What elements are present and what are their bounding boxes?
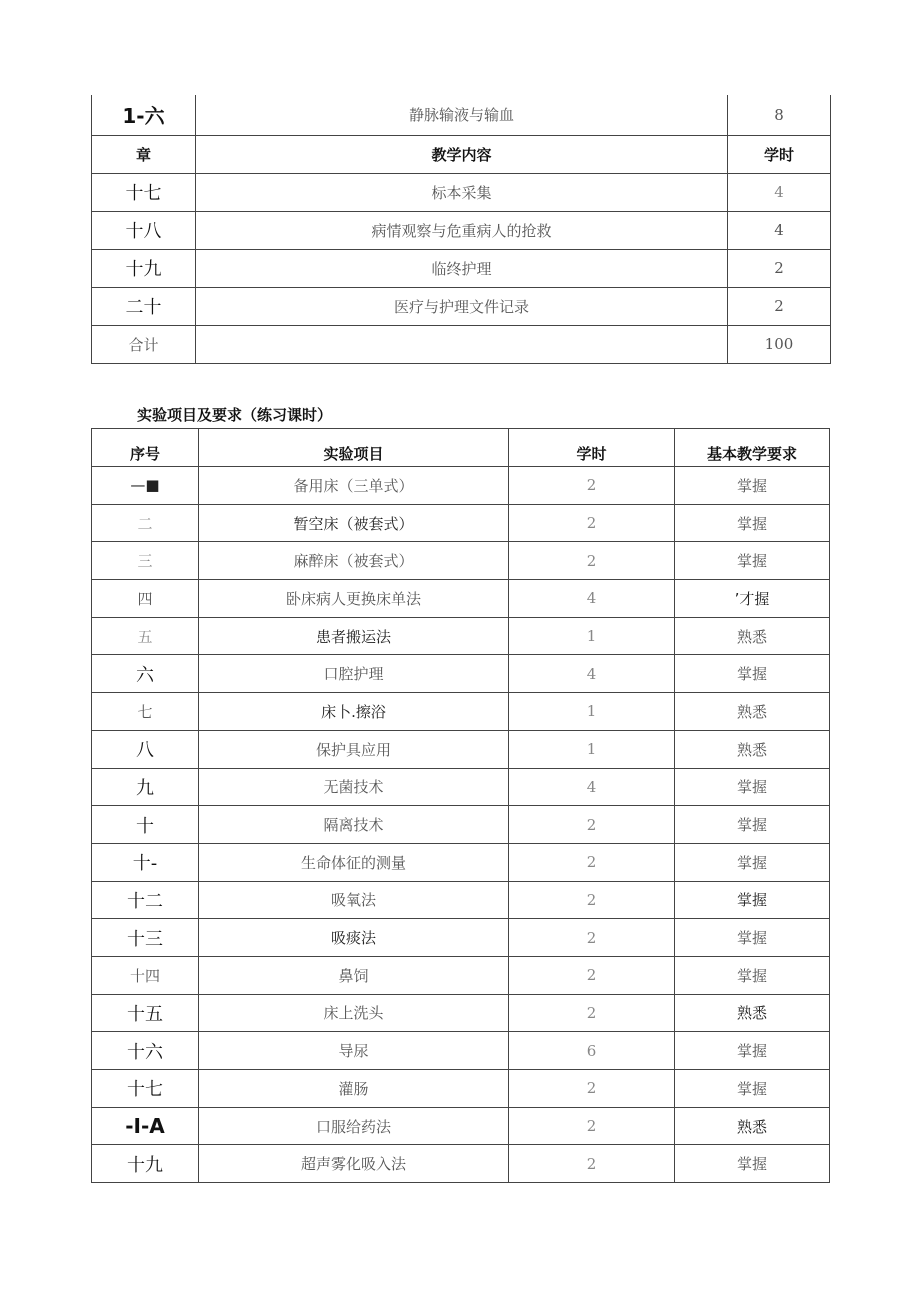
- hours-cell: 2: [509, 994, 675, 1032]
- number-cell: 九: [92, 768, 199, 806]
- number-cell: 十六: [92, 1032, 199, 1070]
- number-cell: 十: [92, 806, 199, 844]
- requirement-cell: 掌握: [675, 542, 830, 580]
- requirement-cell: 熟悉: [675, 1107, 830, 1145]
- number-cell: 十四: [92, 956, 199, 994]
- table-row: [92, 843, 830, 881]
- hours-cell: 4: [509, 655, 675, 693]
- item-cell: 导尿: [199, 1032, 509, 1070]
- hours-cell: 2: [509, 806, 675, 844]
- hours-cell: 4: [509, 768, 675, 806]
- table-row: [92, 542, 830, 580]
- hours-cell: 2: [728, 287, 831, 325]
- column-header-chapter: 章: [92, 135, 196, 173]
- column-header-hours: 学时: [728, 135, 831, 173]
- experiment-table: [91, 428, 830, 1183]
- requirement-cell: 熟悉: [675, 730, 830, 768]
- item-cell: 灌肠: [199, 1070, 509, 1108]
- requirement-cell: 熟悉: [675, 617, 830, 655]
- item-cell: 口腔护理: [199, 655, 509, 693]
- chapter-cell: 1-六: [92, 95, 196, 135]
- number-cell: 十九: [92, 1145, 199, 1183]
- table-row: [92, 994, 830, 1032]
- number-cell: 三: [92, 542, 199, 580]
- hours-cell: 6: [509, 1032, 675, 1070]
- requirement-cell: 掌握: [675, 768, 830, 806]
- total-label: 合计: [92, 325, 196, 363]
- table-row: [92, 1107, 830, 1145]
- table-row: [92, 655, 830, 693]
- column-header-requirement: 基本教学要求: [675, 429, 830, 467]
- item-cell: 吸痰法: [199, 919, 509, 957]
- hours-cell: 2: [509, 1070, 675, 1108]
- table-row: [92, 919, 830, 957]
- item-cell: 保护具应用: [199, 730, 509, 768]
- item-cell: 无菌技术: [199, 768, 509, 806]
- table-row: [92, 1070, 830, 1108]
- content-cell: 标本采集: [196, 173, 728, 211]
- requirement-cell: ’才握: [675, 580, 830, 618]
- experiment-rows: [92, 467, 830, 1183]
- hours-cell: 2: [509, 1107, 675, 1145]
- table-row: [92, 693, 830, 731]
- content-cell: 病情观察与危重病人的抢救: [196, 211, 728, 249]
- item-cell: 吸氧法: [199, 881, 509, 919]
- item-cell: 鼻饲: [199, 956, 509, 994]
- hours-cell: 1: [509, 693, 675, 731]
- table-row: [92, 504, 830, 542]
- requirement-cell: 掌握: [675, 1145, 830, 1183]
- table-row: [92, 768, 830, 806]
- number-cell: 六: [92, 655, 199, 693]
- item-cell: 患者搬运法: [199, 617, 509, 655]
- number-cell: 八: [92, 730, 199, 768]
- table-header-row: [92, 429, 830, 467]
- hours-cell: 2: [509, 504, 675, 542]
- item-cell: 口服给药法: [199, 1107, 509, 1145]
- number-cell: 十二: [92, 881, 199, 919]
- hours-cell: 2: [509, 467, 675, 505]
- item-cell: 隔离技术: [199, 806, 509, 844]
- item-cell: 床上洗头: [199, 994, 509, 1032]
- table-row: [92, 173, 831, 211]
- table-row: [92, 211, 831, 249]
- hours-cell: 2: [728, 249, 831, 287]
- requirement-cell: 掌握: [675, 1070, 830, 1108]
- table-row: [92, 730, 830, 768]
- column-header-content: 教学内容: [196, 135, 728, 173]
- table-row: [92, 956, 830, 994]
- hours-cell: 2: [509, 1145, 675, 1183]
- content-cell: 临终护理: [196, 249, 728, 287]
- table-row: [92, 1032, 830, 1070]
- section-title: 实验项目及要求（练习课时）: [137, 406, 333, 424]
- item-cell: 床卜.擦浴: [199, 693, 509, 731]
- item-cell: 卧床病人更换床单法: [199, 580, 509, 618]
- requirement-cell: 掌握: [675, 956, 830, 994]
- item-cell: 超声雾化吸入法: [199, 1145, 509, 1183]
- hours-cell: 2: [509, 956, 675, 994]
- item-cell: 暂空床（被套式）: [199, 504, 509, 542]
- teaching-schedule-table: [91, 95, 831, 364]
- requirement-cell: 掌握: [675, 1032, 830, 1070]
- hours-cell: 4: [728, 211, 831, 249]
- total-content: [196, 325, 728, 363]
- requirement-cell: 熟悉: [675, 693, 830, 731]
- table-row: [92, 806, 830, 844]
- table-row: [92, 95, 831, 135]
- hours-cell: 8: [728, 95, 831, 135]
- total-hours: 100: [728, 325, 831, 363]
- number-cell: —■: [92, 467, 199, 505]
- table-row: [92, 1145, 830, 1183]
- column-header-item: 实验项目: [199, 429, 509, 467]
- requirement-cell: 掌握: [675, 655, 830, 693]
- content-cell: 静脉输液与输血: [196, 95, 728, 135]
- requirement-cell: 掌握: [675, 806, 830, 844]
- table-row: [92, 467, 830, 505]
- requirement-cell: 掌握: [675, 843, 830, 881]
- number-cell: 二: [92, 504, 199, 542]
- requirement-cell: 掌握: [675, 504, 830, 542]
- table-row: [92, 881, 830, 919]
- table-header-row: [92, 135, 831, 173]
- number-cell: 十-: [92, 843, 199, 881]
- number-cell: 四: [92, 580, 199, 618]
- table-total-row: [92, 325, 831, 363]
- number-cell: 十五: [92, 994, 199, 1032]
- table-row: [92, 580, 830, 618]
- hours-cell: 1: [509, 617, 675, 655]
- hours-cell: 1: [509, 730, 675, 768]
- hours-cell: 4: [728, 173, 831, 211]
- table-row: [92, 617, 830, 655]
- chapter-cell: 二十: [92, 287, 196, 325]
- number-cell: 五: [92, 617, 199, 655]
- chapter-cell: 十八: [92, 211, 196, 249]
- hours-cell: 2: [509, 919, 675, 957]
- number-cell: -I-A: [92, 1107, 199, 1145]
- item-cell: 备用床（三单式）: [199, 467, 509, 505]
- hours-cell: 2: [509, 843, 675, 881]
- requirement-cell: 熟悉: [675, 994, 830, 1032]
- column-header-no: 序号: [92, 429, 199, 467]
- hours-cell: 4: [509, 580, 675, 618]
- chapter-cell: 十七: [92, 173, 196, 211]
- number-cell: 十七: [92, 1070, 199, 1108]
- hours-cell: 2: [509, 881, 675, 919]
- item-cell: 麻醉床（被套式）: [199, 542, 509, 580]
- chapter-cell: 十九: [92, 249, 196, 287]
- hours-cell: 2: [509, 542, 675, 580]
- item-cell: 生命体征的测量: [199, 843, 509, 881]
- requirement-cell: 掌握: [675, 919, 830, 957]
- number-cell: 十三: [92, 919, 199, 957]
- table-row: [92, 249, 831, 287]
- column-header-hours: 学时: [509, 429, 675, 467]
- requirement-cell: 掌握: [675, 881, 830, 919]
- requirement-cell: 掌握: [675, 467, 830, 505]
- number-cell: 七: [92, 693, 199, 731]
- content-cell: 医疗与护理文件记录: [196, 287, 728, 325]
- table-row: [92, 287, 831, 325]
